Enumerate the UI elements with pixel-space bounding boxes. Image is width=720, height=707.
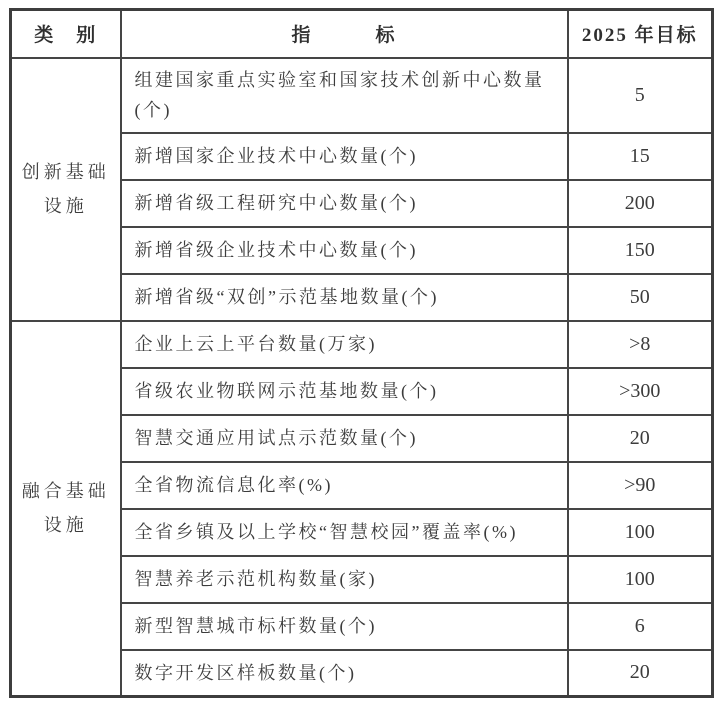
target-value-cell: 5 <box>568 58 713 133</box>
indicator-cell: 新增省级“双创”示范基地数量(个) <box>121 274 568 321</box>
indicator-cell: 数字开发区样板数量(个) <box>121 650 568 697</box>
indicator-cell: 全省乡镇及以上学校“智慧校园”覆盖率(%) <box>121 509 568 556</box>
indicator-cell: 全省物流信息化率(%) <box>121 462 568 509</box>
table-row <box>11 321 713 368</box>
target-value-cell: 20 <box>568 415 713 462</box>
indicator-cell: 企业上云上平台数量(万家) <box>121 321 568 368</box>
header-category: 类 别 <box>11 10 121 58</box>
target-value-cell: >300 <box>568 368 713 415</box>
indicator-cell: 智慧交通应用试点示范数量(个) <box>121 415 568 462</box>
target-value-cell: 100 <box>568 556 713 603</box>
target-value-cell: 15 <box>568 133 713 180</box>
category-cell: 创新基础设施 <box>11 58 121 321</box>
category-cell: 融合基础设施 <box>11 321 121 697</box>
indicator-cell: 新增省级工程研究中心数量(个) <box>121 180 568 227</box>
table-header-row <box>11 10 713 58</box>
target-value-cell: 100 <box>568 509 713 556</box>
table-body <box>11 58 713 697</box>
targets-table <box>9 8 714 698</box>
header-indicator: 指 标 <box>121 10 568 58</box>
target-value-cell: 50 <box>568 274 713 321</box>
target-value-cell: >8 <box>568 321 713 368</box>
target-value-cell: >90 <box>568 462 713 509</box>
target-value-cell: 200 <box>568 180 713 227</box>
indicator-cell: 新增国家企业技术中心数量(个) <box>121 133 568 180</box>
indicator-cell: 新增省级企业技术中心数量(个) <box>121 227 568 274</box>
indicator-cell: 新型智慧城市标杆数量(个) <box>121 603 568 650</box>
indicator-cell: 智慧养老示范机构数量(家) <box>121 556 568 603</box>
indicator-cell: 省级农业物联网示范基地数量(个) <box>121 368 568 415</box>
target-value-cell: 150 <box>568 227 713 274</box>
indicator-cell: 组建国家重点实验室和国家技术创新中心数量(个) <box>121 58 568 133</box>
target-value-cell: 20 <box>568 650 713 697</box>
target-value-cell: 6 <box>568 603 713 650</box>
header-target: 2025 年目标 <box>568 10 713 58</box>
table-row <box>11 58 713 133</box>
